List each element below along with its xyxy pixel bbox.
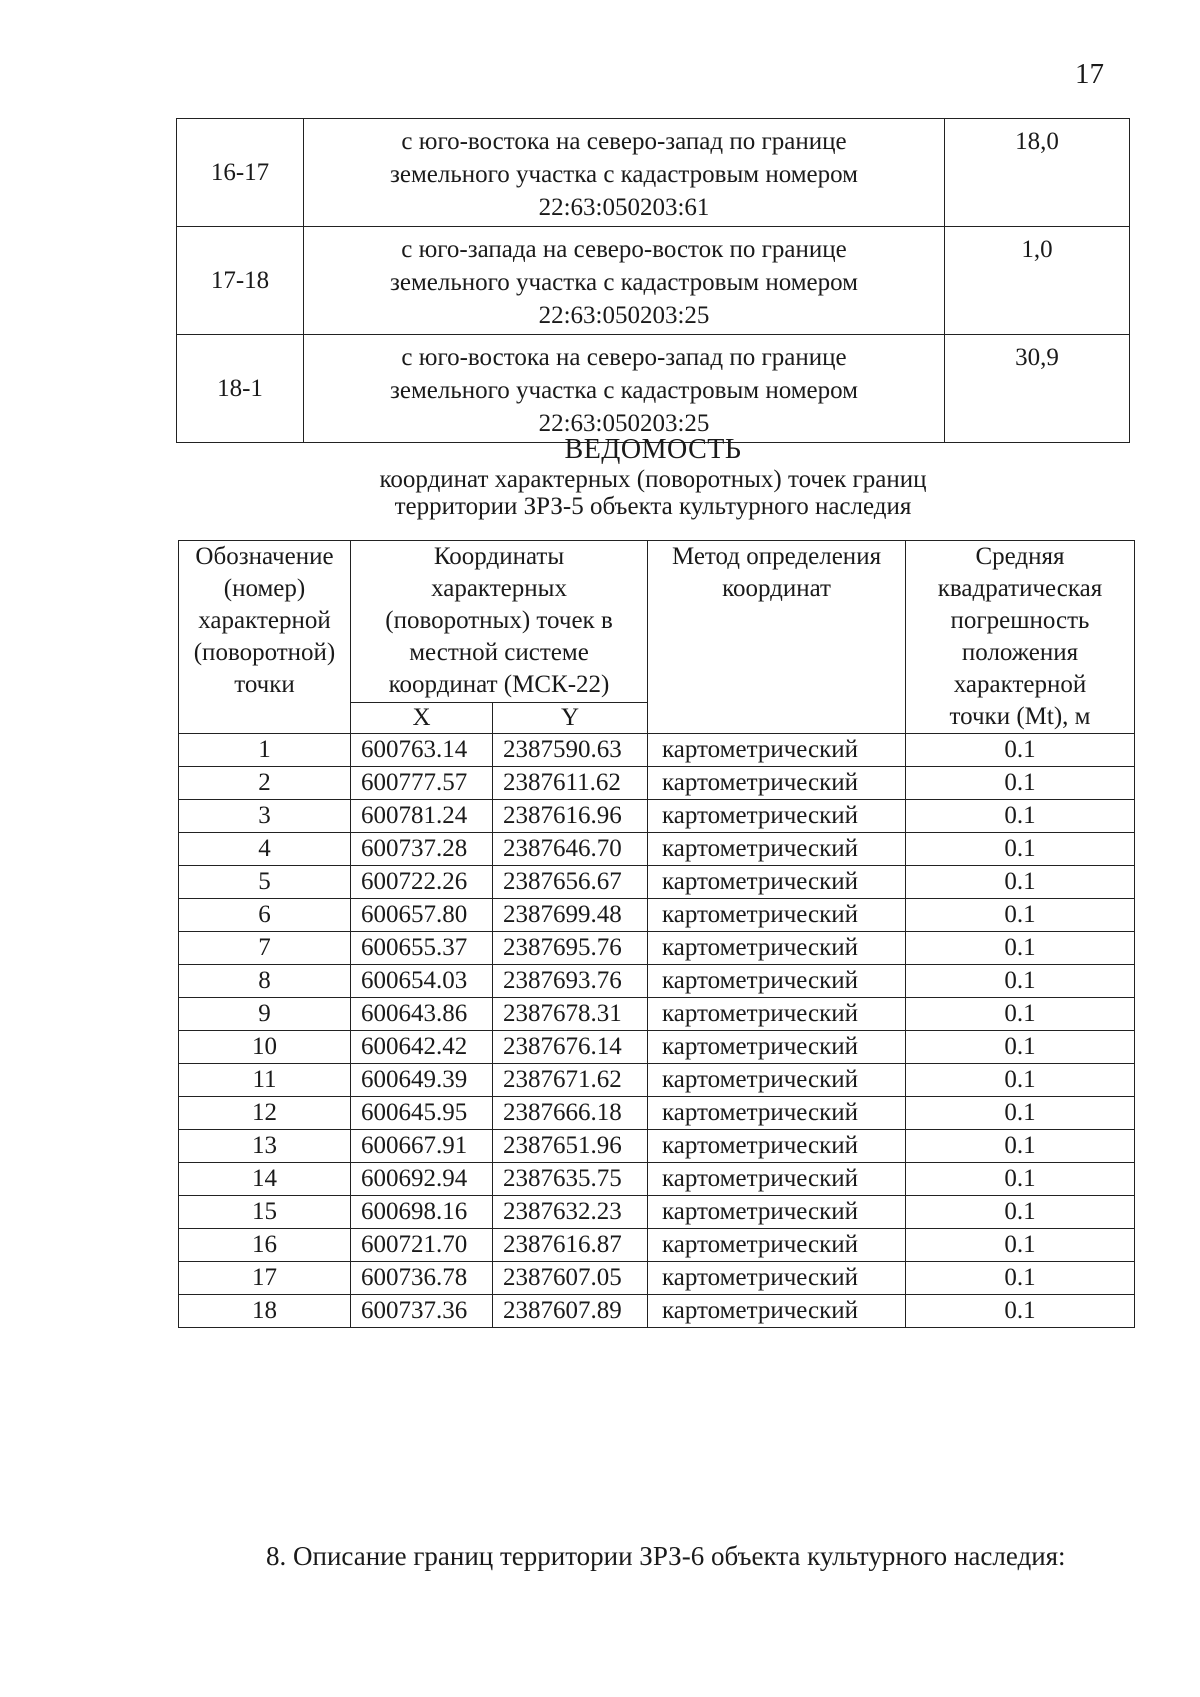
mean-square-error: 0.1 xyxy=(906,767,1135,800)
coordinate-row xyxy=(179,899,1135,932)
method: картометрический xyxy=(648,1295,906,1328)
header-y: Y xyxy=(493,702,648,733)
segment-description-line: земельного участка с кадастровым номером xyxy=(389,269,859,296)
header-point-line: Обозначение xyxy=(195,543,334,570)
header-error-line: характерной xyxy=(953,671,1087,698)
segment-length: 18,0 xyxy=(945,119,1130,227)
mean-square-error: 0.1 xyxy=(906,1130,1135,1163)
segment-description-line: земельного участка с кадастровым номером xyxy=(389,377,859,404)
point-number: 5 xyxy=(179,866,351,899)
coordinate-y: 2387635.75 xyxy=(493,1163,648,1196)
header-point-line: точки xyxy=(234,671,295,698)
segment-length: 30,9 xyxy=(945,335,1130,443)
coordinate-x: 600642.42 xyxy=(351,1031,493,1064)
coordinate-x: 600722.26 xyxy=(351,866,493,899)
statement-subtitle-line-2: территории ЗРЗ-5 объекта культурного наследия xyxy=(394,493,912,520)
method: картометрический xyxy=(648,800,906,833)
segment-description-line: с юго-запада на северо-восток по границе xyxy=(401,236,847,263)
header-error-line: положения xyxy=(961,639,1079,666)
method: картометрический xyxy=(648,1229,906,1262)
header-mean-square-error xyxy=(906,541,1135,734)
method: картометрический xyxy=(648,1064,906,1097)
coordinate-x: 600645.95 xyxy=(351,1097,493,1130)
segment-description xyxy=(304,335,945,443)
method: картометрический xyxy=(648,1097,906,1130)
segment-id: 18-1 xyxy=(177,335,304,443)
coordinate-x: 600737.36 xyxy=(351,1295,493,1328)
header-point-designation xyxy=(179,541,351,734)
segment-length: 1,0 xyxy=(945,227,1130,335)
point-number: 6 xyxy=(179,899,351,932)
coordinate-row xyxy=(179,866,1135,899)
mean-square-error: 0.1 xyxy=(906,800,1135,833)
coordinate-row xyxy=(179,932,1135,965)
header-coords-line: характерных xyxy=(431,575,567,602)
mean-square-error: 0.1 xyxy=(906,1262,1135,1295)
mean-square-error: 0.1 xyxy=(906,1031,1135,1064)
coordinate-x: 600654.03 xyxy=(351,965,493,998)
header-point-line: (номер) xyxy=(223,575,306,602)
coordinate-row xyxy=(179,833,1135,866)
point-number: 17 xyxy=(179,1262,351,1295)
coordinate-y: 2387676.14 xyxy=(493,1031,648,1064)
coordinate-row xyxy=(179,734,1135,767)
segment-description-line: 22:63:050203:25 xyxy=(538,410,710,437)
coordinate-y: 2387656.67 xyxy=(493,866,648,899)
mean-square-error: 0.1 xyxy=(906,866,1135,899)
header-coords-line: (поворотных) точек в xyxy=(385,607,613,634)
coordinates-body xyxy=(179,734,1135,1328)
mean-square-error: 0.1 xyxy=(906,734,1135,767)
method: картометрический xyxy=(648,899,906,932)
segment-description xyxy=(304,227,945,335)
coordinate-row xyxy=(179,1031,1135,1064)
mean-square-error: 0.1 xyxy=(906,899,1135,932)
segment-row xyxy=(177,227,1130,335)
coordinate-y: 2387666.18 xyxy=(493,1097,648,1130)
point-number: 11 xyxy=(179,1064,351,1097)
point-number: 10 xyxy=(179,1031,351,1064)
point-number: 14 xyxy=(179,1163,351,1196)
coordinate-row xyxy=(179,800,1135,833)
statement-subtitle-line-1: координат характерных (поворотных) точек границ xyxy=(379,466,927,493)
coordinate-y: 2387607.89 xyxy=(493,1295,648,1328)
boundary-segments-table xyxy=(176,118,1130,443)
coordinate-row xyxy=(179,1163,1135,1196)
point-number: 7 xyxy=(179,932,351,965)
method: картометрический xyxy=(648,998,906,1031)
mean-square-error: 0.1 xyxy=(906,1064,1135,1097)
coordinate-x: 600736.78 xyxy=(351,1262,493,1295)
coordinate-row xyxy=(179,998,1135,1031)
mean-square-error: 0.1 xyxy=(906,1163,1135,1196)
method: картометрический xyxy=(648,1163,906,1196)
coordinate-row xyxy=(179,1097,1135,1130)
segment-description xyxy=(304,119,945,227)
mean-square-error: 0.1 xyxy=(906,1196,1135,1229)
coordinate-y: 2387607.05 xyxy=(493,1262,648,1295)
segments-body xyxy=(177,119,1130,443)
method: картометрический xyxy=(648,866,906,899)
method: картометрический xyxy=(648,833,906,866)
point-number: 9 xyxy=(179,998,351,1031)
mean-square-error: 0.1 xyxy=(906,965,1135,998)
point-number: 1 xyxy=(179,734,351,767)
method: картометрический xyxy=(648,734,906,767)
method: картометрический xyxy=(648,1196,906,1229)
segment-description-line: 22:63:050203:25 xyxy=(538,302,710,329)
coordinate-y: 2387695.76 xyxy=(493,932,648,965)
mean-square-error: 0.1 xyxy=(906,932,1135,965)
coordinate-x: 600692.94 xyxy=(351,1163,493,1196)
coordinate-row xyxy=(179,767,1135,800)
coordinate-row xyxy=(179,1295,1135,1328)
coordinate-y: 2387611.62 xyxy=(493,767,648,800)
header-method-line: Метод определения xyxy=(671,543,882,570)
coordinate-x: 600737.28 xyxy=(351,833,493,866)
coordinate-row xyxy=(179,965,1135,998)
coordinate-y: 2387616.87 xyxy=(493,1229,648,1262)
coordinate-row xyxy=(179,1229,1135,1262)
coordinates-table xyxy=(178,540,1135,1328)
point-number: 2 xyxy=(179,767,351,800)
header-coordinates xyxy=(351,541,648,703)
header-coords-line: координат (МСК-22) xyxy=(388,671,610,698)
segment-description-line: с юго-востока на северо-запад по границе xyxy=(401,128,847,155)
segment-id: 17-18 xyxy=(177,227,304,335)
point-number: 15 xyxy=(179,1196,351,1229)
coordinate-y: 2387632.23 xyxy=(493,1196,648,1229)
coordinate-x: 600781.24 xyxy=(351,800,493,833)
mean-square-error: 0.1 xyxy=(906,833,1135,866)
coordinate-x: 600649.39 xyxy=(351,1064,493,1097)
coordinate-x: 600667.91 xyxy=(351,1130,493,1163)
page-number: 17 xyxy=(1075,58,1104,90)
header-error-line: точки (Mt), м xyxy=(949,703,1091,730)
segment-description-line: 22:63:050203:61 xyxy=(538,194,710,221)
segment-id: 16-17 xyxy=(177,119,304,227)
header-method xyxy=(648,541,906,734)
header-error-line: Средняя xyxy=(975,543,1065,570)
coordinate-x: 600655.37 xyxy=(351,932,493,965)
coordinate-row xyxy=(179,1196,1135,1229)
mean-square-error: 0.1 xyxy=(906,1097,1135,1130)
point-number: 4 xyxy=(179,833,351,866)
coordinate-row xyxy=(179,1262,1135,1295)
point-number: 12 xyxy=(179,1097,351,1130)
coordinate-row xyxy=(179,1130,1135,1163)
coordinate-y: 2387616.96 xyxy=(493,800,648,833)
coordinate-y: 2387693.76 xyxy=(493,965,648,998)
coordinate-row xyxy=(179,1064,1135,1097)
coordinate-x: 600657.80 xyxy=(351,899,493,932)
segment-description-line: земельного участка с кадастровым номером xyxy=(389,161,859,188)
method: картометрический xyxy=(648,1262,906,1295)
method: картометрический xyxy=(648,767,906,800)
coordinate-x: 600698.16 xyxy=(351,1196,493,1229)
header-error-line: квадратическая xyxy=(937,575,1103,602)
coordinate-x: 600777.57 xyxy=(351,767,493,800)
coordinate-x: 600763.14 xyxy=(351,734,493,767)
point-number: 3 xyxy=(179,800,351,833)
point-number: 16 xyxy=(179,1229,351,1262)
point-number: 13 xyxy=(179,1130,351,1163)
header-point-line: характерной xyxy=(198,607,331,634)
point-number: 8 xyxy=(179,965,351,998)
point-number: 18 xyxy=(179,1295,351,1328)
mean-square-error: 0.1 xyxy=(906,998,1135,1031)
header-coords-line: Координаты xyxy=(433,543,565,570)
segment-row xyxy=(177,335,1130,443)
method: картометрический xyxy=(648,1031,906,1064)
coordinate-x: 600643.86 xyxy=(351,998,493,1031)
statement-title: ВЕДОМОСТЬ xyxy=(564,434,742,465)
segment-description-line: с юго-востока на северо-запад по границе xyxy=(401,344,847,371)
header-error-line: погрешность xyxy=(950,607,1090,634)
mean-square-error: 0.1 xyxy=(906,1229,1135,1262)
coordinate-y: 2387651.96 xyxy=(493,1130,648,1163)
coordinate-y: 2387590.63 xyxy=(493,734,648,767)
method: картометрический xyxy=(648,932,906,965)
coordinate-y: 2387699.48 xyxy=(493,899,648,932)
segment-row xyxy=(177,119,1130,227)
coordinate-y: 2387671.62 xyxy=(493,1064,648,1097)
method: картометрический xyxy=(648,1130,906,1163)
header-coords-line: местной системе xyxy=(409,639,589,666)
coordinate-y: 2387678.31 xyxy=(493,998,648,1031)
coordinate-x: 600721.70 xyxy=(351,1229,493,1262)
header-x: X xyxy=(351,702,493,733)
mean-square-error: 0.1 xyxy=(906,1295,1135,1328)
header-point-line: (поворотной) xyxy=(193,639,336,666)
coordinate-y: 2387646.70 xyxy=(493,833,648,866)
section-8-heading: 8. Описание границ территории ЗРЗ-6 объекта культурного наследия: xyxy=(266,1541,1066,1571)
method: картометрический xyxy=(648,965,906,998)
header-method-line: координат xyxy=(722,575,831,602)
